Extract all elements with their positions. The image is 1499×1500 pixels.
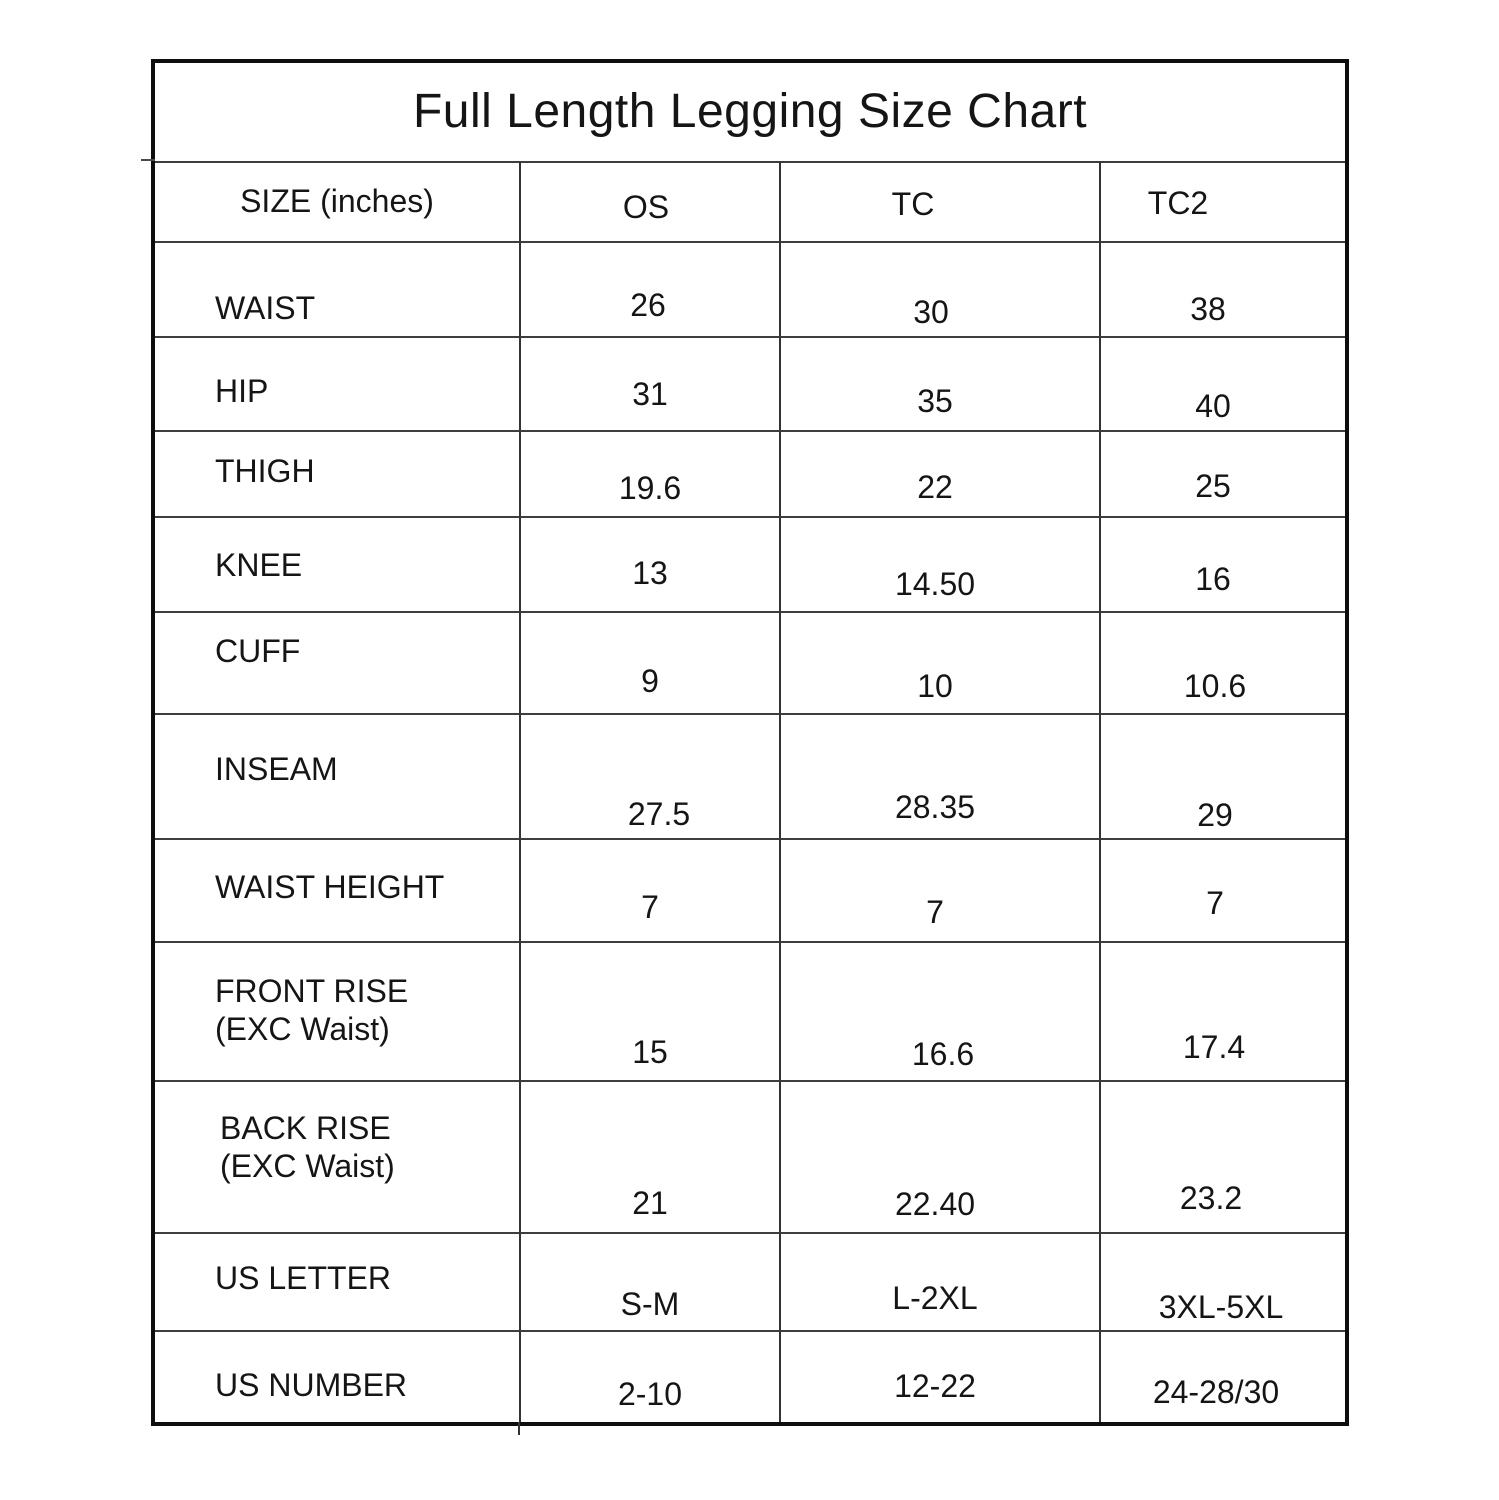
row-label-front-rise — [155, 941, 519, 1080]
row-label-hip: HIP — [155, 336, 519, 430]
cell-inseam-tc: 28.35 — [779, 713, 1099, 838]
cell-waist-height-tc2: 7 — [1099, 838, 1345, 941]
cell-us-number-os: 2-10 — [519, 1330, 779, 1422]
cell-inseam-tc2: 29 — [1099, 713, 1345, 838]
row-label-thigh: THIGH — [155, 430, 519, 516]
column-header-tc: TC — [779, 161, 1099, 241]
cell-knee-tc2: 16 — [1099, 516, 1345, 611]
row-label-cuff: CUFF — [155, 611, 519, 713]
size-grid — [155, 161, 1345, 1422]
cell-knee-tc: 14.50 — [779, 516, 1099, 611]
cell-front-rise-tc2: 17.4 — [1099, 941, 1345, 1080]
column-header-tc2: TC2 — [1099, 161, 1345, 241]
page-title — [155, 63, 1345, 161]
title-divider-overhang — [141, 159, 155, 161]
cell-cuff-os: 9 — [519, 611, 779, 713]
cell-back-rise-tc2: 23.2 — [1099, 1080, 1345, 1232]
cell-us-number-tc2: 24-28/30 — [1099, 1330, 1345, 1422]
cell-us-letter-tc2: 3XL-5XL — [1099, 1232, 1345, 1330]
row-label-back-rise — [155, 1080, 519, 1232]
front-rise-line1: FRONT RISE — [215, 972, 409, 1009]
cell-waist-tc: 30 — [779, 241, 1099, 336]
front-rise-line2: (EXC Waist) — [215, 1010, 390, 1047]
cell-cuff-tc2: 10.6 — [1099, 611, 1345, 713]
cell-knee-os: 13 — [519, 516, 779, 611]
cell-inseam-os: 27.5 — [519, 713, 779, 838]
row-label-waist-height: WAIST HEIGHT — [155, 838, 519, 941]
size-chart-table — [151, 59, 1349, 1426]
cell-us-number-tc: 12-22 — [779, 1330, 1099, 1422]
row-label-knee: KNEE — [155, 516, 519, 611]
column-divider-tail — [518, 1422, 520, 1435]
cell-us-letter-tc: L-2XL — [779, 1232, 1099, 1330]
cell-hip-os: 31 — [519, 336, 779, 430]
cell-back-rise-tc: 22.40 — [779, 1080, 1099, 1232]
cell-hip-tc2: 40 — [1099, 336, 1345, 430]
cell-back-rise-os: 21 — [519, 1080, 779, 1232]
cell-front-rise-os: 15 — [519, 941, 779, 1080]
row-label-inseam: INSEAM — [155, 713, 519, 838]
column-header-os: OS — [519, 161, 779, 241]
cell-waist-height-tc: 7 — [779, 838, 1099, 941]
back-rise-line1: BACK RISE — [220, 1110, 391, 1146]
cell-us-letter-os: S-M — [519, 1232, 779, 1330]
cell-thigh-tc2: 25 — [1099, 430, 1345, 516]
page-title-text: Full Length Legging Size Chart — [412, 85, 1088, 138]
cell-waist-os: 26 — [519, 241, 779, 336]
row-label-us-letter: US LETTER — [155, 1232, 519, 1330]
cell-front-rise-tc: 16.6 — [779, 941, 1099, 1080]
cell-hip-tc: 35 — [779, 336, 1099, 430]
column-header-size: SIZE (inches) — [155, 161, 519, 241]
cell-cuff-tc: 10 — [779, 611, 1099, 713]
back-rise-line2: (EXC Waist) — [220, 1148, 395, 1184]
row-label-waist: WAIST — [155, 241, 519, 336]
row-label-us-number: US NUMBER — [155, 1330, 519, 1422]
cell-thigh-os: 19.6 — [519, 430, 779, 516]
cell-waist-height-os: 7 — [519, 838, 779, 941]
cell-thigh-tc: 22 — [779, 430, 1099, 516]
cell-waist-tc2: 38 — [1099, 241, 1345, 336]
